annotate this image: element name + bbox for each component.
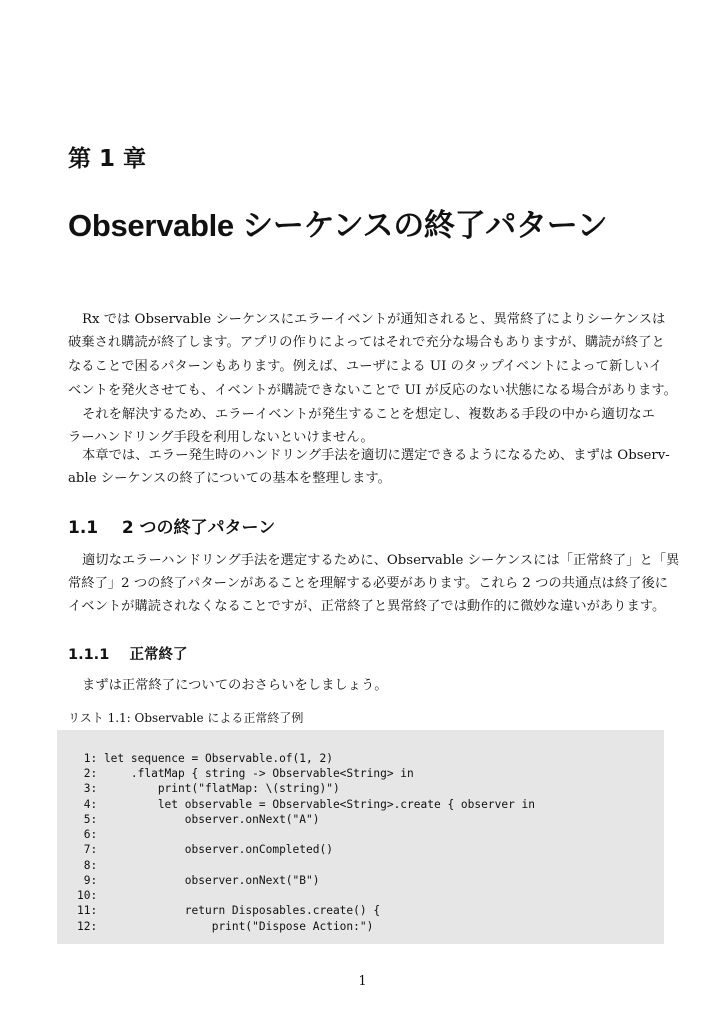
code-line: 4: let observable = Observable<String>.create { observer in bbox=[77, 797, 536, 811]
body-line: 本章では、エラー発生時のハンドリング手法を適切に選定できるようになるため、まずは Observ- bbox=[82, 448, 670, 463]
code-line: 12: print("Dispose Action:") bbox=[77, 919, 374, 933]
code-line: 10: bbox=[77, 889, 98, 902]
body-line: able シーケンスの終了についての基本を整理します。 bbox=[68, 471, 391, 486]
section-number: 1.1 bbox=[68, 518, 99, 538]
body-line: それを解決するため、エラーイベントが発生することを想定し、複数ある手段の中から適切なエ bbox=[82, 407, 655, 422]
body-line: 常終了」2 つの終了パターンがあることを理解する必要があります。これら 2 つの共通点は終了後に bbox=[68, 576, 669, 591]
code-line: 11: return Disposables.create() { bbox=[77, 904, 381, 917]
page-number: 1 bbox=[358, 974, 367, 989]
body-line: ベントを発火させても、イベントが購読できないことで UI が反応のない状態になる場合があります。 bbox=[68, 383, 677, 398]
chapter-title: Observable シーケンスの終了パターン bbox=[68, 208, 608, 243]
code-line: 5: observer.onNext("A") bbox=[77, 813, 320, 826]
code-line: 7: observer.onCompleted() bbox=[77, 843, 333, 856]
code-line: 9: observer.onNext("B") bbox=[77, 874, 320, 887]
code-listing bbox=[57, 730, 664, 944]
subsection-heading bbox=[68, 643, 188, 664]
code-line: 2: .flatMap { string -> Observable<String> in bbox=[77, 767, 414, 780]
body-line: まずは正常終了についてのおさらいをしましょう。 bbox=[82, 678, 388, 693]
body-line: なることで困るパターンもあります。例えば、ユーザによる UI のタップイベントによって新しいイ bbox=[68, 359, 663, 374]
subsection-number: 1.1.1 bbox=[68, 647, 110, 663]
listing-caption: リスト 1.1: Observable による正常終了例 bbox=[68, 711, 304, 725]
body-line: イベントが購読されなくなることですが、正常終了と異常終了では動作的に微妙な違いがあります。 bbox=[68, 599, 666, 614]
code-line: 1: let sequence = Observable.of(1, 2) bbox=[77, 752, 333, 765]
code-line: 8: bbox=[77, 858, 98, 872]
section-heading bbox=[68, 513, 275, 538]
body-line: Rx では Observable シーケンスにエラーイベントが通知されると、異常終了によりシーケンスは bbox=[82, 312, 666, 327]
body-line: 適切なエラーハンドリング手法を選定するために、Observable シーケンスには「正常終了」と「異 bbox=[82, 553, 680, 568]
body-line: ラーハンドリング手段を利用しないといけません。 bbox=[68, 430, 374, 445]
section-title: 2 つの終了パターン bbox=[121, 518, 276, 538]
body-line: 破棄され購読が終了します。アプリの作りによってはそれで充分な場合もありますが、購読が終了と bbox=[68, 335, 665, 350]
code-line: 3: print("flatMap: \(string)") bbox=[77, 782, 340, 795]
chapter-label: 第 1 章 bbox=[68, 146, 147, 172]
code-line: 6: bbox=[77, 828, 98, 841]
subsection-title: 正常終了 bbox=[129, 647, 188, 663]
